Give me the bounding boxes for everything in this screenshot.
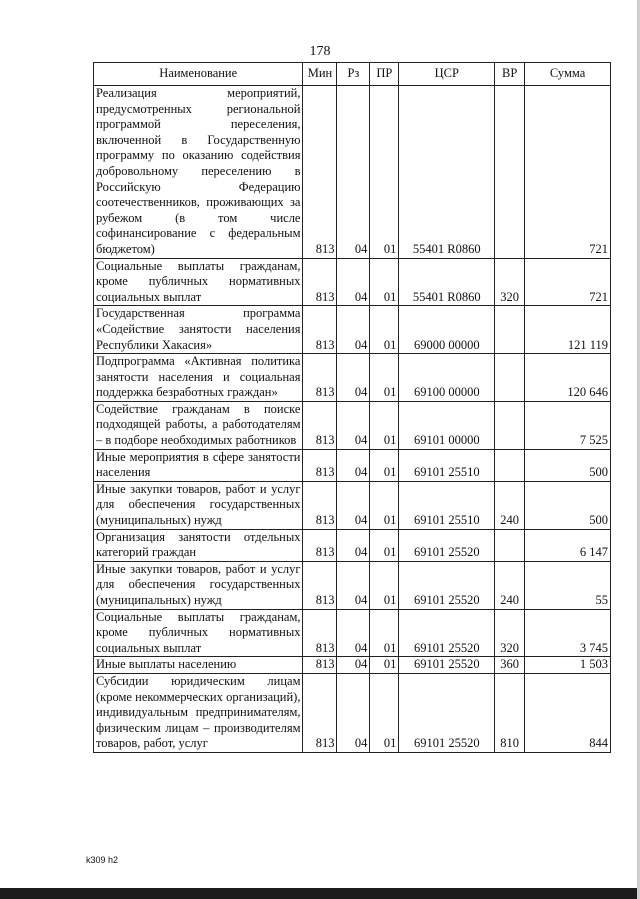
row-sum: 7 525 [525, 401, 611, 449]
row-pr: 01 [370, 609, 399, 657]
row-pr: 01 [370, 401, 399, 449]
row-pr: 01 [370, 561, 399, 609]
page-number: 178 [309, 44, 331, 59]
row-sum: 120 646 [525, 354, 611, 402]
row-min: 813 [303, 529, 337, 561]
row-name: Реализация мероприятий, предусмотренных региональной программой переселения, включенной в Государственную программу по оказанию содействия добровольному переселению в Российскую Федерацию соотечественников, проживающих за рубежом (в том числе софинансирование с федеральным бюджетом) [94, 86, 303, 259]
row-sum: 500 [525, 449, 611, 481]
row-min: 813 [303, 306, 337, 354]
row-csr: 69101 25520 [399, 529, 495, 561]
row-vr [495, 449, 525, 481]
row-rz: 04 [337, 481, 370, 529]
header-pr: ПР [370, 63, 399, 86]
row-csr: 55401 R0860 [399, 86, 495, 259]
row-sum: 721 [525, 258, 611, 306]
row-vr: 360 [495, 657, 525, 674]
row-name: Иные закупки товаров, работ и услуг для обеспечения государственных (муниципальных) нужд [94, 561, 303, 609]
row-sum: 1 503 [525, 657, 611, 674]
row-csr: 69101 25520 [399, 673, 495, 752]
table-row [94, 306, 611, 354]
row-name: Иные выплаты населению [94, 657, 303, 674]
row-rz: 04 [337, 529, 370, 561]
row-rz: 04 [337, 258, 370, 306]
row-csr: 69101 25520 [399, 657, 495, 674]
row-csr: 69101 00000 [399, 401, 495, 449]
header-csr: ЦСР [399, 63, 495, 86]
row-csr: 69101 25520 [399, 561, 495, 609]
row-sum: 721 [525, 86, 611, 259]
row-min: 813 [303, 561, 337, 609]
table-row [94, 449, 611, 481]
row-min: 813 [303, 401, 337, 449]
row-name: Содействие гражданам в поиске подходящей работы, а работодателям – в подборе необходимых работников [94, 401, 303, 449]
row-min: 813 [303, 657, 337, 674]
table-row [94, 609, 611, 657]
table-row [94, 86, 611, 259]
scan-bottom-edge [0, 888, 640, 899]
row-rz: 04 [337, 86, 370, 259]
row-sum: 500 [525, 481, 611, 529]
budget-table [93, 62, 611, 753]
row-rz: 04 [337, 657, 370, 674]
row-name: Организация занятости отдельных категорий граждан [94, 529, 303, 561]
row-min: 813 [303, 673, 337, 752]
row-sum: 3 745 [525, 609, 611, 657]
row-vr: 320 [495, 609, 525, 657]
header-sum: Сумма [525, 63, 611, 86]
row-csr: 69101 25510 [399, 481, 495, 529]
row-pr: 01 [370, 354, 399, 402]
row-vr [495, 86, 525, 259]
row-min: 813 [303, 609, 337, 657]
row-pr: 01 [370, 306, 399, 354]
row-pr: 01 [370, 673, 399, 752]
header-vr: ВР [495, 63, 525, 86]
row-min: 813 [303, 354, 337, 402]
header-rz: Рз [337, 63, 370, 86]
table-row [94, 354, 611, 402]
row-csr: 69101 25520 [399, 609, 495, 657]
row-rz: 04 [337, 561, 370, 609]
table-row [94, 673, 611, 752]
row-name: Субсидии юридическим лицам (кроме некоммерческих организаций), индивидуальным предпринимателям, физическим лицам – производителям товаров, работ, услуг [94, 673, 303, 752]
row-pr: 01 [370, 529, 399, 561]
row-min: 813 [303, 86, 337, 259]
table-row [94, 481, 611, 529]
row-name: Государственная программа «Содействие занятости населения Республики Хакасия» [94, 306, 303, 354]
table-row [94, 657, 611, 674]
row-vr: 240 [495, 561, 525, 609]
table-row [94, 529, 611, 561]
header-min: Мин [303, 63, 337, 86]
row-rz: 04 [337, 609, 370, 657]
row-vr [495, 354, 525, 402]
row-name: Социальные выплаты гражданам, кроме публичных нормативных социальных выплат [94, 609, 303, 657]
table-row [94, 401, 611, 449]
row-min: 813 [303, 258, 337, 306]
row-vr [495, 306, 525, 354]
row-min: 813 [303, 449, 337, 481]
row-pr: 01 [370, 258, 399, 306]
row-sum: 6 147 [525, 529, 611, 561]
row-name: Подпрограмма «Активная политика занятости населения и социальная поддержка безработных граждан» [94, 354, 303, 402]
row-name: Социальные выплаты гражданам, кроме публичных нормативных социальных выплат [94, 258, 303, 306]
row-rz: 04 [337, 673, 370, 752]
row-min: 813 [303, 481, 337, 529]
footer-document-code: k309 h2 [86, 855, 119, 865]
row-csr: 55401 R0860 [399, 258, 495, 306]
row-rz: 04 [337, 449, 370, 481]
row-pr: 01 [370, 449, 399, 481]
row-rz: 04 [337, 401, 370, 449]
row-rz: 04 [337, 354, 370, 402]
row-sum: 844 [525, 673, 611, 752]
header-name: Наименование [94, 63, 303, 86]
row-name: Иные закупки товаров, работ и услуг для обеспечения государственных (муниципальных) нужд [94, 481, 303, 529]
row-csr: 69101 25510 [399, 449, 495, 481]
row-name: Иные мероприятия в сфере занятости населения [94, 449, 303, 481]
table-row [94, 258, 611, 306]
row-csr: 69100 00000 [399, 354, 495, 402]
row-pr: 01 [370, 481, 399, 529]
row-vr: 810 [495, 673, 525, 752]
row-vr: 320 [495, 258, 525, 306]
row-vr [495, 529, 525, 561]
row-sum: 55 [525, 561, 611, 609]
table-header-row [94, 63, 611, 86]
row-pr: 01 [370, 86, 399, 259]
table-row [94, 561, 611, 609]
row-csr: 69000 00000 [399, 306, 495, 354]
row-sum: 121 119 [525, 306, 611, 354]
row-vr [495, 401, 525, 449]
row-vr: 240 [495, 481, 525, 529]
row-rz: 04 [337, 306, 370, 354]
row-pr: 01 [370, 657, 399, 674]
